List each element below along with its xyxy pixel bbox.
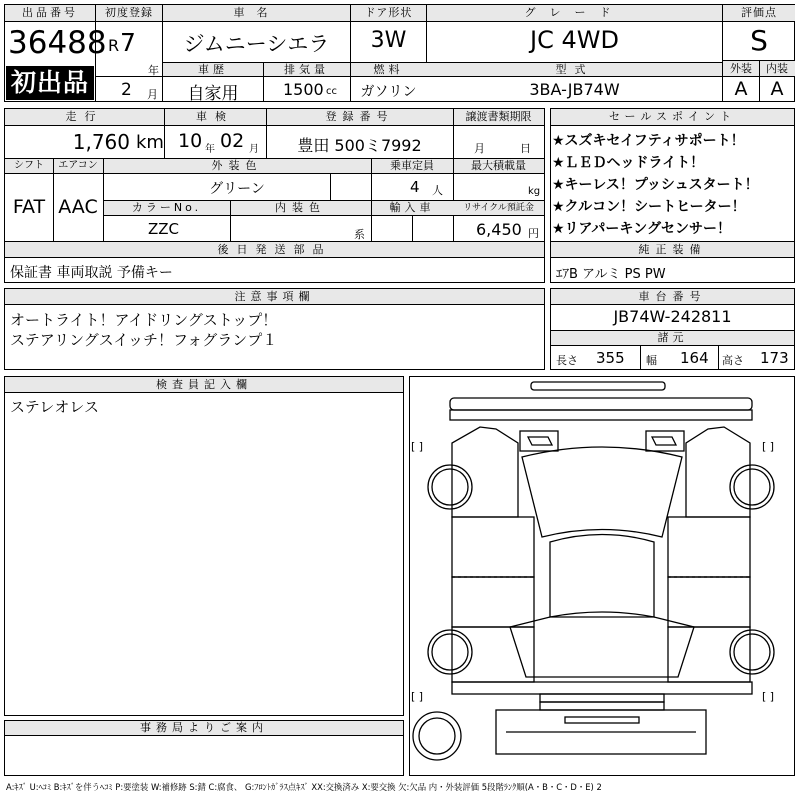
chassis-number: JB74W-242811 — [613, 307, 732, 326]
height-label: 高さ — [722, 354, 744, 367]
inspection-header: 車検 — [196, 110, 234, 123]
mileage-header: 走行 — [65, 110, 104, 123]
notes-line: オートライト！アイドリングストップ！ — [10, 311, 278, 329]
history-value: 自家用 — [187, 84, 239, 104]
import-header: 輸入車 — [389, 201, 435, 214]
color-number-header: カラーNo. — [131, 201, 202, 214]
exterior-grade-header: 外装 — [730, 62, 752, 75]
exterior-grade: A — [734, 78, 748, 100]
ac-value: AAC — [58, 196, 98, 218]
later-parts-header: 後日発送部品 — [217, 243, 332, 256]
length-label: 長さ — [556, 354, 578, 367]
inspection-month: 02 — [220, 130, 245, 152]
capacity-value: 4 — [410, 178, 420, 196]
inspector-note: ステレオレス — [10, 398, 99, 416]
legend-text: A:ｷｽﾞ U:ﾍｺﾐ B:ｷｽﾞを伴うﾍｺﾐ P:要塗装 W:補修跡 S:錆 C:腐食、 G:ﾌﾛﾝﾄｶﾞﾗｽ点ｷｽﾞ XX:交換済み X:要交換 欠:欠品 内・外装評価 5段階ﾗﾝｸ順(A・B・C・D・E) 2 — [6, 782, 602, 792]
first-listing-badge: 初出品 — [6, 66, 94, 100]
score-value: S — [750, 24, 768, 57]
car-diagram — [409, 376, 795, 776]
month-unit: 月 — [147, 88, 158, 101]
mileage-unit: km — [136, 132, 164, 153]
length-value: 355 — [596, 349, 625, 367]
inspection-year: 10 — [178, 130, 203, 152]
displacement-header: 排気量 — [284, 63, 329, 76]
bracket-label: [ ] — [762, 440, 775, 453]
sales-point-item: ★リアパーキングセンサー！ — [552, 221, 732, 237]
equipment-value: ｴｱB アルミ PS PW — [556, 267, 666, 282]
grade-header: グレード — [524, 6, 625, 19]
model-header: 型式 — [555, 63, 594, 76]
transfer-deadline-header: 譲渡書類期限 — [465, 110, 532, 123]
inspector-panel — [4, 376, 404, 716]
shift-header: シフト — [14, 160, 44, 171]
lot-number: 36488 — [8, 25, 107, 61]
sales-point-item: ★スズキセイフティサポート！ — [552, 133, 745, 149]
bracket-label: [ ] — [411, 440, 424, 453]
dimensions-header: 諸元 — [657, 331, 688, 344]
bracket-label: [ ] — [762, 690, 775, 703]
history-header: 車歴 — [198, 63, 228, 76]
notes-header: 注意事項欄 — [234, 290, 315, 303]
width-label: 幅 — [646, 354, 657, 367]
interior-color-unit: 系 — [354, 228, 365, 241]
load-unit: kg — [528, 186, 541, 197]
transfer-month-unit: 月 — [474, 142, 485, 155]
displacement-unit: cc — [326, 86, 337, 97]
shift-value: FAT — [12, 196, 46, 218]
fuel-header: 燃料 — [373, 63, 404, 76]
recycle-value: 6,450 — [476, 220, 522, 239]
recycle-unit: 円 — [528, 227, 539, 240]
registration-year: 7 — [120, 28, 136, 57]
interior-grade: A — [770, 78, 784, 100]
year-unit: 年 — [148, 64, 159, 77]
sales-point-item: ★キーレス！プッシュスタート！ — [552, 177, 759, 193]
interior-grade-header: 内装 — [766, 62, 788, 75]
plate-header: 登録番号 — [325, 110, 394, 123]
fuel-value: ガソリン — [360, 84, 417, 100]
mileage-value: 1,760 — [72, 130, 130, 154]
exterior-color-value: グリーン — [209, 181, 265, 197]
notes-line: ステアリングスイッチ！フォグランプ１ — [10, 331, 278, 349]
door-type-header: ドア形状 — [364, 6, 413, 19]
capacity-unit: 人 — [432, 184, 443, 197]
sales-point-item: ★ＬＥＤヘッドライト！ — [552, 155, 705, 171]
score-header: 評価点 — [741, 6, 777, 19]
max-load-header: 最大積載量 — [471, 159, 526, 172]
sales-points-header: セールスポイント — [608, 110, 736, 123]
ac-header: エアコン — [58, 160, 98, 171]
exterior-color-header: 外装色 — [211, 159, 263, 172]
later-parts-value: 保証書 車両取説 予備キー — [10, 265, 173, 281]
sales-point-item: ★クルコン！シートヒーター！ — [552, 199, 746, 215]
office-header: 事務局よりご案内 — [140, 721, 268, 734]
car-name-header: 車名 — [233, 6, 280, 19]
inspection-month-unit: 月 — [249, 144, 259, 155]
chassis-header: 車台番号 — [638, 290, 707, 303]
plate-number: 豊田 500ミ7992 — [297, 136, 422, 155]
height-value: 173 — [760, 349, 789, 367]
first-registration-header: 初度登録 — [105, 6, 153, 19]
lot-number-header: 出品番号 — [22, 6, 78, 19]
width-value: 164 — [680, 349, 709, 367]
recycle-header: リサイクル預託金 — [463, 203, 534, 213]
era-label: R — [108, 36, 120, 55]
inspector-header: 検査員記入欄 — [156, 378, 252, 391]
door-type: 3W — [370, 28, 407, 53]
registration-month: 2 — [121, 80, 132, 100]
car-name: ジムニーシエラ — [183, 32, 330, 56]
color-number-value: ZZC — [148, 220, 180, 238]
equipment-header: 純正装備 — [638, 243, 707, 256]
model-value: 3BA-JB74W — [529, 80, 620, 99]
transfer-day-unit: 日 — [520, 142, 531, 155]
inspection-year-unit: 年 — [205, 144, 215, 155]
interior-color-header: 内装色 — [275, 201, 326, 214]
grade-value: JC 4WD — [530, 26, 619, 54]
bracket-label: [ ] — [411, 690, 424, 703]
capacity-header: 乗車定員 — [390, 159, 434, 172]
displacement-value: 1500 — [283, 80, 324, 99]
